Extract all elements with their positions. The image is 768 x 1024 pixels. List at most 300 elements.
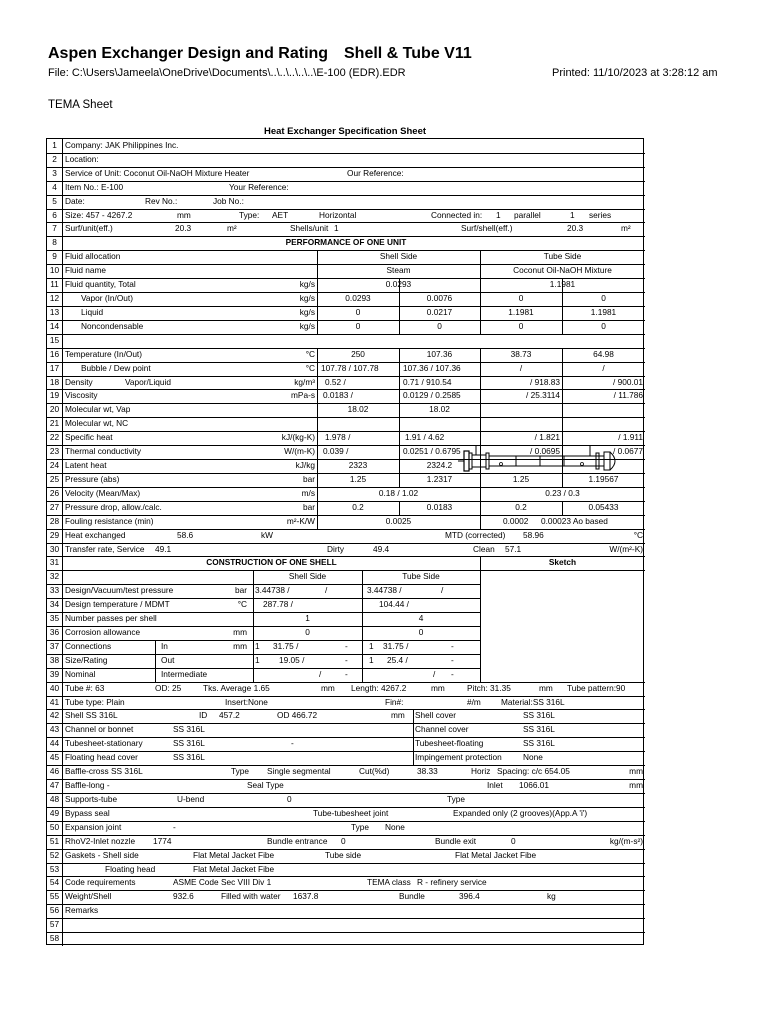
row-number: 28 [49,515,60,526]
spec-cell: 104.44 / [379,599,409,610]
spec-cell: Tube Side [402,571,440,582]
spec-row [47,321,645,333]
spec-cell: Job No.: [213,195,244,206]
row-number: 23 [49,446,60,457]
spec-cell: 18.02 [429,404,450,415]
spec-cell: Seal Type [247,780,284,791]
row-number: 53 [49,863,60,874]
spec-cell: - [345,654,348,665]
spec-cell: Inlet [487,780,503,791]
spec-cell: 0 [418,626,424,637]
spec-cell: mm [177,209,191,220]
spec-cell: 1 [369,640,374,651]
spec-cell: Specific heat [65,432,113,443]
row-number: 32 [49,571,60,582]
spec-cell: Service of Unit: Coconut Oil-NaOH Mixture Heater [65,167,250,178]
spec-cell: 1.1981 [590,306,617,317]
spec-cell: 38.73 [510,348,532,359]
spec-cell: kg/s [299,279,315,290]
spec-cell: °C [305,362,315,373]
spec-cell: 49.4 [373,543,390,554]
spec-cell: / [602,362,605,373]
spec-cell: m²-K/W [286,515,315,526]
spec-row [47,265,645,277]
row-number: 34 [49,599,60,610]
row-number: 19 [49,390,60,401]
spec-cell: 18.02 [347,404,369,415]
spec-cell: 0 [341,835,346,846]
row-number: 47 [49,780,60,791]
spec-cell: W/(m²-K) [609,543,643,554]
spec-cell: Dirty [327,543,345,554]
spec-cell: Velocity (Mean/Max) [65,487,141,498]
spec-cell: 3.44738 / [255,585,290,596]
spec-cell: 0 [437,320,442,331]
spec-cell: / 11.786 [613,390,643,401]
spec-cell: Baffle-long - [65,780,110,791]
row-number: 22 [49,432,60,443]
spec-cell: / [325,585,328,596]
spec-cell: 1 [496,209,501,220]
spec-cell: Insert:None [225,696,268,707]
spec-cell: Expanded only (2 grooves)(App.A 'i') [453,807,588,818]
spec-row [47,877,645,889]
spec-row [47,251,645,263]
spec-cell: SS 316L [173,752,205,763]
spec-cell: ID [199,710,208,721]
spec-cell: 31.75 / [273,640,299,651]
spec-cell: 0.52 / [325,376,346,387]
row-number: 35 [49,613,60,624]
spec-row [47,697,645,709]
spec-cell: / 1.911 [618,432,643,443]
spec-cell: Steam [386,265,411,276]
spec-cell: mPa-s [291,390,315,401]
spec-row [47,822,645,834]
spec-cell: Tube-tubesheet joint [313,807,389,818]
spec-cell: °C [633,529,643,540]
spec-row [47,418,645,430]
spec-cell: #/m [467,696,481,707]
row-number: 7 [52,223,57,234]
row-number: 58 [49,933,60,944]
spec-cell: Expansion joint [65,821,122,832]
spec-cell: Type: [239,209,260,220]
spec-cell: Nominal [65,668,96,679]
spec-cell: 0.2 [352,501,364,512]
spec-cell: Filled with water [221,891,281,902]
spec-cell: mm [233,640,247,651]
spec-cell: Pressure (abs) [65,473,120,484]
spec-cell: RhoV2-Inlet nozzle [65,835,136,846]
spec-row [47,794,645,806]
row-number: 37 [49,640,60,651]
spec-row [47,516,645,528]
spec-cell: 0.0183 / [323,390,353,401]
spec-cell: mm [233,626,247,637]
spec-cell: Our Reference: [347,167,404,178]
spec-cell: OD 466.72 [277,710,318,721]
spec-cell: 0 [355,306,361,317]
spec-cell: SS 316L [173,738,205,749]
spec-cell: bar [235,585,247,596]
row-number: 31 [49,557,60,568]
spec-cell: Horiz [471,766,491,777]
spec-cell: - [451,640,454,651]
row-number: 39 [49,668,60,679]
spec-cell: 932.6 [173,891,194,902]
spec-row [47,237,645,249]
spec-cell: Temperature (In/Out) [65,348,143,359]
spec-row [47,850,645,862]
spec-cell: Shell cover [415,710,457,721]
spec-cell: / 918.83 [530,376,560,387]
spec-row [47,627,645,639]
spec-cell: 1.19567 [588,473,619,484]
spec-cell: Molecular wt, Vap [65,404,131,415]
spec-cell: Tubesheet-floating [415,738,484,749]
row-number: 4 [52,181,57,192]
spec-cell: Rev No.: [145,195,178,206]
spec-cell: kg/(m-s²) [609,835,643,846]
spec-cell: Connected in: [431,209,483,220]
spec-cell: 1066.01 [519,780,549,791]
spec-row [47,210,645,222]
spec-row [47,752,645,764]
spec-cell: Date: [65,195,85,206]
spec-cell: / 900.01 [613,376,643,387]
spec-cell: 0.0293 [385,279,412,290]
spec-row [47,891,645,903]
spec-cell: kJ/kg [295,460,315,471]
spec-row [47,377,645,389]
spec-cell: None [523,752,543,763]
spec-cell: 49.1 [155,543,172,554]
row-number: 10 [49,265,60,276]
spec-cell: 31.75 / [383,640,409,651]
spec-cell: kg/s [299,320,315,331]
spec-cell: 0.039 / [323,446,349,457]
row-number: 8 [52,237,57,248]
row-number: 55 [49,891,60,902]
spec-cell: / [433,668,436,679]
spec-cell: mm [629,780,643,791]
row-number: 15 [49,334,60,345]
spec-cell: Remarks [65,905,99,916]
spec-cell: 0 [518,293,524,304]
spec-cell: 1 [305,613,310,624]
row-number: 14 [49,320,60,331]
spec-cell: 20.3 [175,223,192,234]
spec-cell: / 0.0695 [530,446,560,457]
spec-row [47,488,645,500]
spec-cell: 0 [287,793,292,804]
row-number: 51 [49,835,60,846]
spec-cell: Coconut Oil-NaOH Mixture [513,265,612,276]
spec-cell: - [345,640,348,651]
spec-cell: mm [629,766,643,777]
spec-cell: Flat Metal Jacket Fibe [193,849,275,860]
spec-cell: 0.0002 [503,515,529,526]
spec-cell: 107.78 / 107.78 [321,362,379,373]
row-number: 36 [49,626,60,637]
spec-cell: 107.36 [426,348,453,359]
spec-cell: / 25.3114 [526,390,560,401]
spec-cell: 0.05433 [588,501,619,512]
row-number: 57 [49,919,60,930]
spec-row [47,307,645,319]
spec-cell: 3.44738 / [367,585,402,596]
spec-cell: Corrosion allowance [65,626,141,637]
spec-cell: Company: JAK Philippines Inc. [65,140,179,150]
row-number: 9 [52,251,57,262]
row-number: 11 [50,279,59,290]
spec-cell: Shells/unit [290,223,329,234]
spec-row [47,293,645,305]
spec-cell: 0 [601,320,606,331]
spec-cell: Pitch: 31.35 [467,682,511,693]
spec-cell: 1 [255,654,260,665]
spec-row [47,599,645,611]
spec-cell: OD: 25 [155,682,182,693]
row-number: 6 [52,209,57,220]
spec-row [47,223,645,235]
spec-cell: 1 [334,223,339,234]
spec-row [47,404,645,416]
sheet-label: TEMA Sheet [48,99,113,111]
spec-cell: Shell Side [379,251,418,262]
spec-cell: Sketch [548,557,577,568]
spec-cell: Intermediate [161,668,208,679]
row-number: 12 [49,293,60,304]
spec-cell: 0.0217 [426,306,453,317]
spec-cell: Density [65,376,93,387]
spec-row [47,544,645,556]
spec-cell: R - refinery service [417,877,487,888]
spec-cell: 0.0293 [345,293,371,304]
row-number: 56 [49,905,60,916]
spec-cell: Bundle [399,891,425,902]
spec-cell: SS 316L [523,738,555,749]
spec-cell: In [161,640,168,651]
row-number: 41 [49,696,60,707]
spec-cell: Channel cover [415,724,469,735]
spec-cell: Latent heat [65,460,107,471]
spec-cell: Design/Vacuum/test pressure [65,585,174,596]
spec-cell: PERFORMANCE OF ONE UNIT [285,237,407,248]
spec-cell: bar [303,473,315,484]
row-number: 33 [49,585,60,596]
spec-cell: 1.91 / 4.62 [405,432,445,443]
spec-row [47,349,645,361]
spec-cell: Horizontal [319,209,357,220]
spec-cell: Bundle exit [435,835,477,846]
spec-cell: bar [303,501,315,512]
row-number: 2 [52,153,57,164]
spec-cell: Type [231,766,249,777]
spec-cell: kW [261,529,273,540]
spec-row [47,182,645,194]
spec-cell: 0 [518,320,524,331]
spec-sheet-title: Heat Exchanger Specification Sheet [263,126,427,137]
spec-row [47,724,645,736]
spec-cell: °C [237,599,247,610]
spec-cell: 287.78 / [263,599,293,610]
spec-cell: 0 [355,320,361,331]
spec-cell: 396.4 [459,891,480,902]
spec-cell: Tube Side [543,251,582,262]
spec-row [47,613,645,625]
spec-row [47,335,645,347]
spec-cell: 1 [570,209,575,220]
row-number: 24 [49,460,60,471]
spec-cell: - [451,668,454,679]
row-number: 27 [49,501,60,512]
spec-cell: 58.6 [177,529,194,540]
spec-cell: 1637.8 [293,891,319,902]
spec-cell: Floating head cover [65,752,138,763]
spec-cell: 1 [369,654,374,665]
spec-cell: 20.3 [567,223,584,234]
spec-cell: 250 [351,348,365,359]
spec-row [47,585,645,597]
spec-cell: kg [547,891,556,902]
row-number: 46 [49,766,60,777]
version-title: Shell & Tube V11 [344,45,472,62]
spec-row [47,919,645,931]
spec-cell: Fluid name [65,265,107,276]
spec-cell: kg/s [299,306,315,317]
spec-row [47,363,645,375]
spec-cell: Weight/Shell [65,891,112,902]
row-number: 29 [49,529,60,540]
spec-cell: Baffle-cross SS 316L [65,766,143,777]
spec-cell: 0.23 / 0.3 [545,487,580,498]
spec-cell: TEMA class [367,877,411,888]
spec-cell: 1.978 / [325,432,351,443]
spec-cell: Tks. Average 1.65 [203,682,270,693]
spec-cell: Bundle entrance [267,835,328,846]
spec-cell: Pressure drop, allow./calc. [65,501,162,512]
report-title [48,45,472,63]
spec-cell: 0 [601,293,606,304]
spec-cell: - [451,654,454,665]
spec-cell: 0.00023 Ao based [541,515,608,526]
row-number: 52 [49,849,60,860]
spec-cell: Flat Metal Jacket Fibe [455,849,537,860]
spec-row [47,710,645,722]
spec-table [46,138,644,945]
row-number: 40 [49,682,60,693]
spec-cell: 19.05 / [279,654,305,665]
spec-cell: 1 [255,640,260,651]
spec-row [47,669,645,681]
spec-row [47,766,645,778]
spec-cell: m² [227,223,237,234]
spec-cell: Flat Metal Jacket Fibe [193,863,275,874]
spec-cell: 0.71 / 910.54 [403,376,452,387]
spec-row [47,905,645,917]
spec-cell: AET [272,209,289,220]
spec-cell: Fluid quantity, Total [65,279,136,290]
row-number: 20 [49,404,60,415]
spec-cell: Number passes per shell [65,613,157,624]
spec-cell: / 0.0677 [613,446,643,457]
spec-cell: 0.18 / 1.02 [378,487,419,498]
row-number: 21 [49,418,60,429]
spec-cell: MTD (corrected) [445,529,506,540]
row-number: 16 [49,348,60,359]
spec-cell: / 1.821 [534,432,560,443]
spec-cell: 0.2 [515,501,527,512]
row-number: 38 [49,654,60,665]
spec-cell: / [319,668,322,679]
spec-cell: Material:SS 316L [501,696,565,707]
spec-cell: Out [161,654,175,665]
spec-cell: 64.98 [593,348,614,359]
spec-cell: SS 316L [523,710,555,721]
spec-cell: None [385,821,405,832]
spec-cell: Fin#: [385,696,404,707]
spec-cell: Bypass seal [65,807,110,818]
spec-row [47,279,645,291]
spec-cell: Your Reference: [229,181,289,192]
spec-cell: SS 316L [173,724,205,735]
spec-cell: 0 [305,626,310,637]
spec-cell: 0.0025 [385,515,412,526]
spec-row [47,836,645,848]
row-number: 13 [49,306,60,317]
row-number: 3 [52,167,57,178]
spec-cell: Location: [65,153,99,164]
spec-cell: - [345,668,348,679]
spec-cell: 38.33 [417,766,438,777]
spec-cell: Impingement protection [415,752,502,763]
spec-row [47,530,645,542]
row-number: 48 [49,793,60,804]
spec-row [47,780,645,792]
spec-cell: °C [305,348,315,359]
spec-cell: Heat exchanged [65,529,126,540]
spec-cell: U-bend [177,793,205,804]
spec-cell: Surf/unit(eff.) [65,223,113,234]
row-number: 5 [52,195,57,206]
exchanger-sketch [456,437,636,485]
spec-cell: 4 [418,613,424,624]
spec-cell: Size/Rating [65,654,108,665]
spec-row [47,168,645,180]
spec-row [47,502,645,514]
spec-cell: Tube type: Plain [65,696,125,707]
spec-cell: Floating head [105,863,156,874]
spec-row [47,571,645,583]
spec-cell: Design temperature / MDMT [65,599,170,610]
spec-row [47,196,645,208]
spec-cell: 0.0183 [426,501,453,512]
spec-cell: Clean [473,543,495,554]
spec-row [47,641,645,653]
app-title: Aspen Exchanger Design and Rating [48,45,329,62]
spec-cell: mm [321,682,335,693]
row-number: 18 [49,376,60,387]
spec-cell: Vapor (In/Out) [81,293,133,304]
spec-cell: Size: 457 - 4267.2 [65,209,133,220]
spec-cell: mm [391,710,405,721]
spec-cell: 25.4 / [387,654,408,665]
spec-cell: Fluid allocation [65,251,121,262]
spec-cell: Connections [65,640,112,651]
row-number: 30 [49,543,60,554]
